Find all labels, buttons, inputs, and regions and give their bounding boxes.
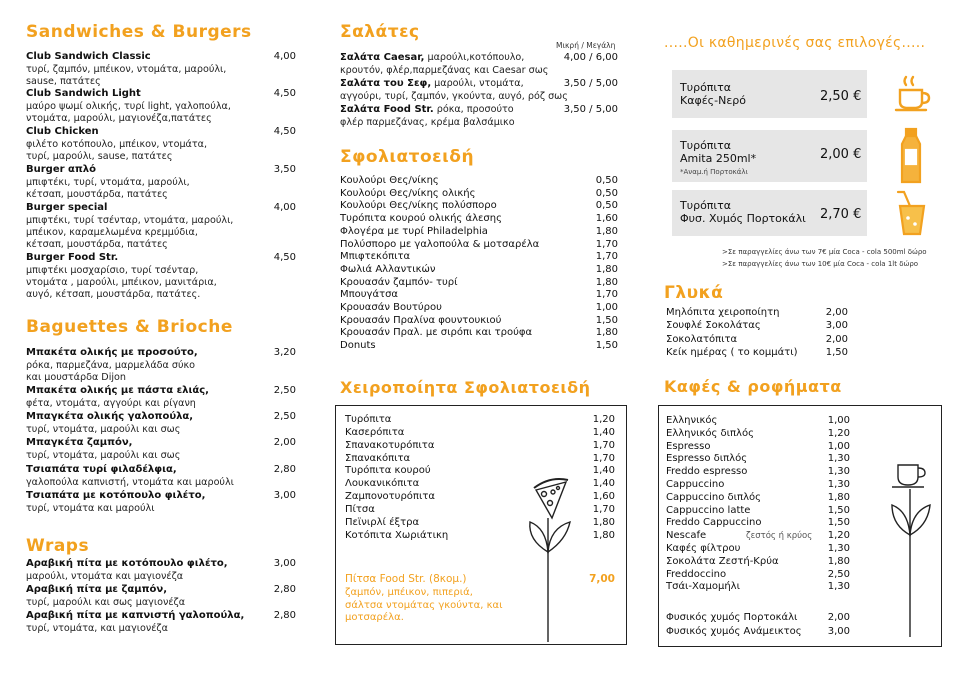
sweet-item-price: 2,00: [825, 333, 848, 345]
menu-item-desc: τυρί, ντομάτα, μαρούλι και σως: [26, 449, 181, 461]
menu-item-desc: sause, πατάτες: [26, 75, 101, 87]
coffee-item-name: Cappuccino διπλός: [666, 491, 761, 503]
menu-item-name-row: [26, 252, 296, 265]
pastry-item-price: 1,70: [595, 289, 618, 301]
menu-item-name: Μπακέτα ολικής με πάστα ελιάς,: [26, 385, 209, 396]
orange-juice-glass-icon: [890, 188, 930, 238]
section-title-handmade: Χειροποίητα Σφολιατοειδή: [340, 378, 591, 397]
juice-item-name: Φυσικός χυμός Πορτοκάλι: [666, 612, 798, 623]
daily-combo-line: Amita 250ml*: [680, 152, 757, 165]
menu-item-price: 2,50: [273, 385, 296, 396]
menu-item-name: Club Chicken: [26, 126, 99, 137]
pastry-item-name: Μπιφτεκόπιτα: [340, 251, 411, 263]
handmade-item-price: 1,20: [592, 414, 615, 425]
coffee-flower-illustration: [880, 455, 940, 640]
juice-item-price: 3,00: [827, 625, 850, 637]
handmade-item-price: 1,60: [592, 491, 615, 503]
menu-item-price: 2,80: [273, 610, 296, 621]
menu-item-price: 3,00: [273, 558, 296, 569]
salad-price: 3,50 / 5,00: [563, 78, 618, 89]
pastry-item-price: 1,50: [595, 314, 618, 326]
menu-item-desc: τυρί, ζαμπόν, μπέικον, ντομάτα, μαρούλι,: [26, 63, 227, 75]
coffee-item-price: 1,30: [827, 466, 850, 478]
pastry-item-name: Κρουασάν ζαμπόν- τυρί: [340, 276, 458, 288]
coffee-item-price: 1,30: [827, 453, 850, 465]
coffee-item-name: Freddo espresso: [666, 466, 748, 478]
handmade-item-price: 1,80: [592, 516, 615, 528]
sweet-item-price: 3,00: [825, 320, 848, 332]
coffee-item-price: 1,00: [827, 440, 850, 452]
handmade-item-price: 1,40: [592, 465, 615, 477]
promo-note: >Σε παραγγελίες άνω των 7€ μία Coca - cola 500ml δώρο: [722, 248, 927, 256]
pastry-item-price: 0,50: [595, 187, 618, 199]
daily-combo-price: 2,50 €: [820, 89, 862, 104]
menu-item-name: Burger special: [26, 202, 108, 213]
menu-item-price: 3,50: [273, 164, 296, 175]
handmade-item-price: 1,70: [592, 503, 615, 515]
menu-item: [26, 88, 296, 125]
menu-item-desc: ντομάτα, μαρούλι, μαγιονέζα,πατάτες: [26, 112, 212, 124]
menu-item-desc: τυρί, ντομάτα, και μαγιονέζα: [26, 622, 168, 634]
coffee-item-price: 2,50: [827, 568, 850, 580]
menu-item-price: 4,50: [273, 88, 296, 99]
pastry-item-name: Κρουασάν Πραλίνα φουντουκιού: [340, 314, 502, 326]
menu-item-desc: κέτσαπ, μουστάρδα, πατάτες: [26, 188, 168, 200]
menu-item: [26, 252, 296, 302]
pizza-special-desc: μοτσαρέλα.: [345, 612, 404, 623]
menu-item-price: 2,80: [273, 584, 296, 595]
pastry-item-name: Κρουασάν Πραλ. με σιρόπι και τρούφα: [340, 327, 533, 339]
menu-item-desc: μπιφτέκι μοσχαρίσιο, τυρί τσένταρ,: [26, 264, 199, 276]
menu-item-name-row: [26, 584, 296, 597]
handmade-item-name: Τυρόπιτα κουρού: [345, 465, 431, 477]
pastry-item-price: 1,60: [595, 213, 618, 225]
section-title-wraps: Wraps: [26, 536, 90, 556]
salad-price: 4,00 / 6,00: [563, 52, 618, 63]
section-title-pastries: Σφολιατοειδή: [340, 147, 475, 167]
handmade-item-price: 1,70: [592, 452, 615, 464]
coffee-item-name: Ελληνικός διπλός: [666, 427, 754, 439]
pastry-item-name: Κουλούρι Θες/νίκης: [340, 175, 439, 186]
menu-item-name-row: [26, 202, 296, 215]
menu-item-name: Αραβική πίτα με ζαμπόν,: [26, 584, 168, 595]
menu-item-name-row: [26, 126, 296, 139]
menu-item-name-row: [26, 385, 296, 398]
menu-item: [26, 558, 296, 583]
menu-item-desc: μαρούλι, ντομάτα και μαγιονέζα: [26, 570, 184, 582]
daily-title: .....Οι καθημερινές σας επιλογές.....: [664, 35, 926, 51]
pastry-item-price: 0,50: [595, 200, 618, 212]
menu-item-desc: φιλέτο κοτόπουλο, μπέικον, ντομάτα,: [26, 138, 208, 150]
menu-item-desc: μαύρο ψωμί ολικής, τυρί light, γαλοπούλα,: [26, 100, 231, 112]
handmade-item-name: Πίτσα: [345, 503, 375, 515]
menu-item-desc: και μουστάρδα Dijon: [26, 371, 126, 383]
menu-item-name-row: [26, 558, 296, 571]
menu-item: [26, 584, 296, 609]
handmade-item-name: Σπανακοτυρόπιτα: [345, 439, 435, 451]
menu-item-desc: μπιφτέκι, τυρί, ντομάτα, μαρούλι,: [26, 176, 190, 188]
handmade-item-price: 1,70: [592, 439, 615, 451]
coffee-item-name: Καφές φίλτρου: [666, 543, 741, 554]
menu-item: [26, 385, 296, 410]
pastry-item-price: 1,70: [595, 238, 618, 250]
daily-combo-3: [672, 190, 867, 236]
menu-item-name: Club Sandwich Light: [26, 88, 141, 99]
menu-item-desc: ντομάτα , μαρούλι, μπέικον, μανιτάρια,: [26, 276, 217, 288]
menu-item-desc: κέτσαπ, μουστάρδα, πατάτες: [26, 239, 168, 251]
menu-item-name-row: [26, 88, 296, 101]
menu-item-name-row: [26, 347, 296, 360]
coffee-item-price: 1,20: [827, 530, 850, 542]
daily-combo-line: Τυρόπιτα: [680, 199, 732, 212]
daily-combo-line: Τυρόπιτα: [680, 139, 732, 152]
menu-item-price: 2,50: [273, 411, 296, 422]
menu-item: [26, 610, 296, 635]
menu-item-desc: μπιφτέκι, τυρί τσένταρ, ντομάτα, μαρούλι,: [26, 214, 234, 226]
salad-item: [340, 78, 618, 103]
pastry-item-name: Κουλούρι Θες/νίκης ολικής: [340, 187, 476, 199]
salad-item: [340, 104, 618, 129]
daily-combo-line: Τυρόπιτα: [680, 81, 732, 94]
pastry-item-name: Φλογέρα με τυρί Philadelphia: [340, 225, 488, 237]
daily-combo-price: 2,70 €: [820, 207, 862, 222]
coffee-item-name: Espresso διπλός: [666, 453, 748, 465]
menu-item-price: 3,00: [273, 490, 296, 501]
salad-price: 3,50 / 5,00: [563, 104, 618, 115]
pastry-item-price: 1,80: [595, 276, 618, 288]
menu-item-desc: μπέικον, καραμελωμένα κρεμμύδια,: [26, 226, 198, 238]
handmade-item-name: Σπανακόπιτα: [345, 452, 411, 464]
daily-combo-sub: *Αναμ.ή Πορτοκάλι: [680, 168, 748, 176]
handmade-item-price: 1,40: [592, 426, 615, 438]
handmade-item-name: Ζαμπονοτυρόπιτα: [345, 491, 435, 503]
pastry-item-price: 1,80: [595, 263, 618, 275]
salad-desc-inline: ρόκα, προσούτο: [436, 104, 514, 115]
juice-bottle-icon: [898, 126, 926, 186]
menu-item-name: Τσιαπάτα με κοτόπουλο φιλέτο,: [26, 490, 206, 501]
menu-item-name: Burger απλό: [26, 164, 97, 175]
salad-name: Σαλάτα Food Str.: [340, 104, 434, 115]
menu-item-desc: τυρί, μαρούλι, sause, πατάτες: [26, 150, 173, 162]
coffee-item-price: 1,00: [827, 415, 850, 426]
menu-item-desc: αυγό, κέτσαπ, μουστάρδα, πατάτες.: [26, 289, 201, 301]
handmade-item-price: 1,80: [592, 529, 615, 541]
salad-name: Σαλάτα Caesar,: [340, 52, 425, 63]
handmade-item-name: Λουκανικόπιτα: [345, 478, 420, 490]
menu-item: [26, 490, 296, 515]
juice-item-name: Φυσικός χυμός Ανάμεικτος: [666, 625, 802, 637]
menu-item-price: 2,80: [273, 464, 296, 475]
menu-item-desc: φέτα, ντομάτα, αγγούρι και ρίγανη: [26, 397, 196, 409]
coffee-item-name: Cappuccino: [666, 479, 725, 490]
pastry-item-price: 1,50: [595, 340, 618, 352]
menu-item-price: 3,20: [273, 347, 296, 358]
pastry-item-name: Donuts: [340, 340, 376, 352]
coffee-item-name: Cappuccino latte: [666, 504, 751, 516]
menu-item: [26, 437, 296, 462]
sweet-item-price: 1,50: [825, 346, 848, 358]
menu-item: [26, 411, 296, 436]
coffee-item-price: 1,30: [827, 479, 850, 490]
daily-combo-price: 2,00 €: [820, 147, 862, 162]
pastry-item-price: 1,00: [595, 302, 618, 313]
daily-combo-line: Καφές-Νερό: [680, 94, 746, 107]
menu-item-name: Burger Food Str.: [26, 252, 119, 263]
coffee-item-name: Τσάι-Χαμομήλι: [666, 581, 740, 593]
section-title-baguettes: Baguettes & Brioche: [26, 317, 233, 337]
section-title-coffee: Καφές & ροφήματα: [664, 377, 842, 396]
menu-item: [26, 464, 296, 489]
pastry-item-name: Κουλούρι Θες/νίκης πολύσπορο: [340, 200, 497, 212]
salad-desc-inline: μαρούλι,κοτόπουλο,: [427, 52, 525, 63]
coffee-item-price: 1,50: [827, 517, 850, 529]
menu-item-name: Club Sandwich Classic: [26, 51, 151, 62]
pizza-special-desc: σάλτσα ντομάτας γκούντα, και: [345, 599, 503, 611]
pastry-item-price: 1,70: [595, 251, 618, 263]
menu-item-desc: τυρί, μαρούλι και σως μαγιονέζα: [26, 596, 186, 608]
coffee-item-name: Freddo Cappuccino: [666, 517, 762, 529]
coffee-item-price: 1,30: [827, 581, 850, 593]
pastry-item-name: Μπουγάτσα: [340, 289, 399, 301]
coffee-item-name: Σοκολάτα Ζεστή-Κρύα: [666, 555, 779, 567]
sweet-item-price: 2,00: [825, 307, 848, 318]
handmade-item-name: Κοτόπιτα Χωριάτικη: [345, 529, 449, 541]
handmade-item-price: 1,40: [592, 478, 615, 490]
menu-item: [26, 126, 296, 163]
handmade-item-name: Κασερόπιτα: [345, 426, 405, 438]
pastry-item-name: Τυρόπιτα κουρού ολικής άλεσης: [340, 213, 502, 225]
menu-item-name-row: [26, 610, 296, 623]
sweet-item-name: Σοκολατόπιτα: [666, 333, 738, 345]
daily-combo-line: Φυσ. Χυμός Πορτοκάλι: [680, 212, 806, 225]
menu-item-name: Τσιαπάτα τυρί φιλαδέλφια,: [26, 464, 177, 475]
coffee-item-name: Ελληνικός: [666, 415, 718, 426]
coffee-item-price: 1,20: [827, 427, 850, 439]
menu-item-name: Μπακέτα ολικής με προσούτο,: [26, 347, 198, 358]
menu-item-name-row: [26, 464, 296, 477]
coffee-item-price: 1,30: [827, 543, 850, 554]
pizza-special-price: 7,00: [589, 573, 615, 585]
daily-combo-1: [672, 70, 867, 118]
coffee-cup-icon: [892, 72, 932, 112]
salad-name-row: [340, 104, 618, 117]
salad-desc-inline: μαρούλι, ντομάτα,: [434, 78, 524, 89]
pastry-item-name: Φωλιά Αλλαντικών: [340, 263, 436, 275]
menu-item-name: Αραβική πίτα με κοτόπουλο φιλέτο,: [26, 558, 228, 569]
salad-size-header: Μικρή / Μεγάλη: [556, 41, 616, 50]
pastry-item-price: 0,50: [595, 175, 618, 186]
pastry-item-name: Πολύσπορο με γαλοπούλα & μοτσαρέλα: [340, 238, 540, 250]
coffee-item-suffix: ζεστός ή κρύος: [746, 531, 813, 542]
salad-item: [340, 52, 618, 77]
pizza-flower-illustration: [520, 470, 600, 645]
sweet-item-name: Κείκ ημέρας ( το κομμάτι): [666, 346, 798, 358]
handmade-item-name: Τυρόπιτα: [345, 414, 392, 425]
coffee-item-name: Espresso: [666, 440, 711, 452]
salad-desc: φλέρ παρμεζάνας, κρέμα βαλσάμικο: [340, 116, 515, 128]
menu-item-name-row: [26, 437, 296, 450]
menu-item: [26, 51, 296, 88]
section-title-sandwiches: Sandwiches & Burgers: [26, 22, 252, 42]
menu-item-desc: τυρί, ντομάτα και μαρούλι: [26, 502, 155, 514]
promo-note: >Σε παραγγελίες άνω των 10€ μία Coca - cola 1lt δώρο: [722, 260, 919, 268]
menu-item-name-row: [26, 51, 296, 64]
menu-item-name: Μπαγκέτα ζαμπόν,: [26, 437, 133, 448]
menu-item-name-row: [26, 164, 296, 177]
daily-combo-2: [672, 130, 867, 182]
menu-item-name: Μπαγκέτα ολικής γαλοπούλα,: [26, 411, 194, 422]
pastry-item-price: 1,80: [595, 327, 618, 339]
juice-item-price: 2,00: [827, 612, 850, 623]
menu-item-name-row: [26, 411, 296, 424]
menu-item-name: Αραβική πίτα με καπνιστή γαλοπούλα,: [26, 610, 245, 621]
menu-item-desc: ρόκα, παρμεζάνα, μαρμελάδα σύκο: [26, 359, 196, 371]
sweet-item-name: Μηλόπιτα χειροποίητη: [666, 307, 780, 318]
menu-item-desc: τυρί, ντομάτα, μαρούλι και σως: [26, 423, 181, 435]
pizza-special-name: Πίτσα Food Str. (8κομ.): [345, 573, 467, 585]
handmade-item-name: Πεϊνιρλί έξτρα: [345, 516, 420, 528]
coffee-item-price: 1,80: [827, 555, 850, 567]
coffee-item-price: 1,50: [827, 504, 850, 516]
menu-item: [26, 202, 296, 252]
salad-name-row: [340, 52, 618, 65]
salad-desc: αγγούρι, τυρί, ζαμπόν, γκούντα, αυγό, ρόζ σως: [340, 90, 568, 102]
menu-item: [26, 347, 296, 384]
menu-item: [26, 164, 296, 201]
salad-name-row: [340, 78, 618, 91]
menu-item-price: 4,00: [273, 202, 296, 213]
menu-item-price: 2,00: [273, 437, 296, 448]
section-title-salads: Σαλάτες: [340, 22, 420, 42]
section-title-sweets: Γλυκά: [664, 283, 724, 303]
salad-name: Σαλάτα του Σεφ,: [340, 78, 432, 89]
coffee-item-name: Freddoccino: [666, 568, 727, 580]
menu-item-price: 4,50: [273, 126, 296, 137]
menu-item-price: 4,00: [273, 51, 296, 62]
pizza-special-desc: ζαμπόν, μπέικον, πιπεριά,: [345, 587, 473, 598]
menu-item-desc: γαλοπούλα καπνιστή, ντομάτα και μαρούλι: [26, 476, 234, 488]
menu-item-price: 4,50: [273, 252, 296, 263]
pastry-item-price: 1,80: [595, 225, 618, 237]
sweet-item-name: Σουφλέ Σοκολάτας: [666, 320, 761, 332]
pastry-item-name: Κρουασάν Βουτύρου: [340, 302, 442, 313]
coffee-item-price: 1,80: [827, 491, 850, 503]
coffee-item-name: Nescafe: [666, 530, 707, 542]
salad-desc: κρουτόν, φλέρ,παρμεζάνας και Caesar σως: [340, 64, 549, 76]
menu-item-name-row: [26, 490, 296, 503]
